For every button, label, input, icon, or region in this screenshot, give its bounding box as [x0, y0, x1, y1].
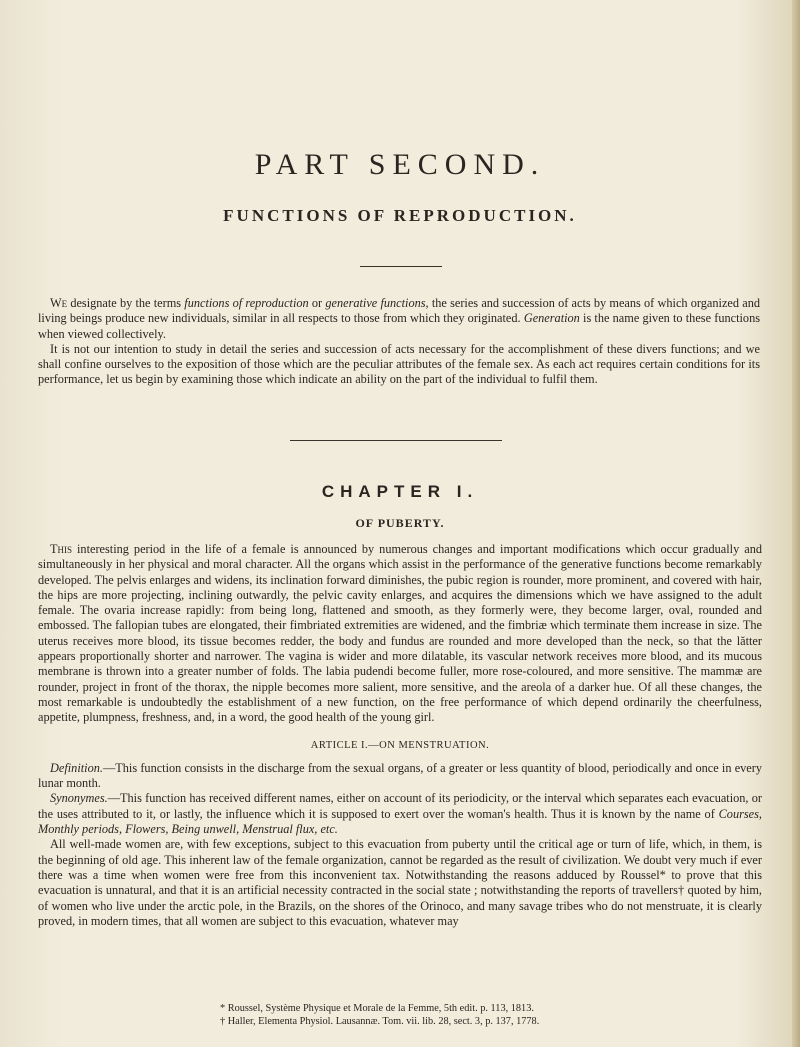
- text-run: —This function consists in the discharge from the sexual organs, of a greater or less quantity of blood, periodically and once in every lunar month.: [38, 760, 762, 791]
- italic-term: Courses, Monthly periods, Flowers, Being unwell, Menstrual flux, etc.: [38, 806, 762, 837]
- footnote: † Haller, Elementa Physiol. Lausannæ. Tom. vii. lib. 28, sect. 3, p. 137, 1778.: [220, 1016, 540, 1027]
- chapter-title: CHAPTER I.: [321, 482, 479, 501]
- text-run: is the name given to these functions when viewed collectively.: [38, 311, 760, 341]
- intro-paragraph-1: [38, 296, 760, 342]
- text-run: or: [308, 296, 326, 310]
- text-run: —This function has received different names, either on account of its periodicity, or the interval which separates each evacuation, or the uses attributed to it, or lastly, the influence which it is supposed to exert over the woman's health. Thus it is known by the name of: [38, 791, 762, 821]
- part-subtitle: FUNCTIONS OF REPRODUCTION.: [223, 206, 577, 225]
- italic-term: functions of reproduction: [184, 296, 309, 310]
- puberty-paragraph: [38, 542, 762, 726]
- intro-paragraph-2: It is not our intention to study in detail the series and succession of acts necessary for the accomplishment of these divers functions; and we shall confine ourselves to the exposition of those which are the peculiar attributes of the female sex. As each act requires certain conditions for its performance, let us begin by examining those which indicate an ability on the part of the individual to fulfil them.: [38, 341, 760, 387]
- article-heading: ARTICLE I.—ON MENSTRUATION.: [310, 739, 490, 751]
- text-run: interesting period in the life of a female is announced by numerous changes and important modifications which occur gradually and simultaneously in her physical and moral character. All the organs which assist in the performance of the generative functions become remarkably developed. The pelvis enlarges and widens, its inclination forward diminishes, the pubic region is rounder, more prominent, and covered with hair, the hips are more projecting, inclining outwardly, the pelvic cavity enlarges, and acquires the dimensions which we have assigned to the adult female. The ovaria increase rapidly: from being long, flattened and smooth, as they formerly were, they become larger, oval, rounded and embossed. The fallopian tubes are elongated, their fimbriated extremities are widened, and the fimbriæ which terminate them increase in size. The uterus receives more blood, its tissue becomes redder, the body and fundus are rounded and more developed than the neck, so that the lătter appears proportionally shorter and narrower. The vagina is wider and more dilatable, its vascular network receives more blood, and its mucous membrane is thrown into a greater number of folds. The labia pudendi become fuller, more rose-coloured, and more sensitive. The mammæ are rounder, project in front of the thorax, the nipple becomes more salient, more sensitive, and the areola of a darker hue. Of all these changes, the most remarkable is undoubtedly the establishment of a new function, on the free performance of which depend ordinarily the cheerfulness, appetite, plumpness, freshness, and, in a word, the good health of the young girl.: [38, 542, 762, 725]
- italic-term: Generation: [523, 311, 580, 326]
- section-divider: [360, 266, 442, 267]
- footnote: * Roussel, Système Physique et Morale de la Femme, 5th edit. p. 113, 1813.: [220, 1003, 534, 1014]
- footnotes: [220, 1002, 780, 1028]
- synonymes-label: Synonymes.: [50, 791, 108, 806]
- text-run: designate by the terms: [67, 296, 185, 310]
- chapter-subtitle: OF PUBERTY.: [355, 516, 445, 530]
- synonymes-paragraph: [38, 791, 762, 837]
- chapter-body: [38, 542, 762, 929]
- chapter-divider: [290, 440, 502, 441]
- drop-word: This: [50, 542, 73, 556]
- drop-word: We: [50, 296, 68, 310]
- definition-paragraph: [38, 761, 762, 792]
- text-run: the series and succession of acts by means of which organized and living beings produce new individuals, similar in all respects to those from which they originated.: [38, 296, 760, 326]
- italic-term: generative functions,: [325, 296, 429, 310]
- definition-label: Definition.: [50, 760, 103, 775]
- part-title: PART SECOND.: [254, 148, 546, 181]
- menstruation-paragraph: All well-made women are, with few exceptions, subject to this evacuation from puberty until the critical age or turn of life, which, in them, is the beginning of old age. This inherent law of the female organization, cannot be regarded as the result of civilization. We doubt very much if ever there was a time when women were free from this inconvenient tax. Notwithstanding the reasons adduced by Roussel* to prove that this evacuation is unnatural, and that it is an artificial necessity contracted in the social state ; notwithstanding the reports of travellers† quoted by him, of women who live under the arctic pole, in the Brazils, on the shores of the Orinoco, and many savage tribes who do not menstruate, it is clearly proved, in modern times, that all women are subject to this evacuation, whatever may: [38, 837, 762, 928]
- intro-section: [38, 296, 760, 388]
